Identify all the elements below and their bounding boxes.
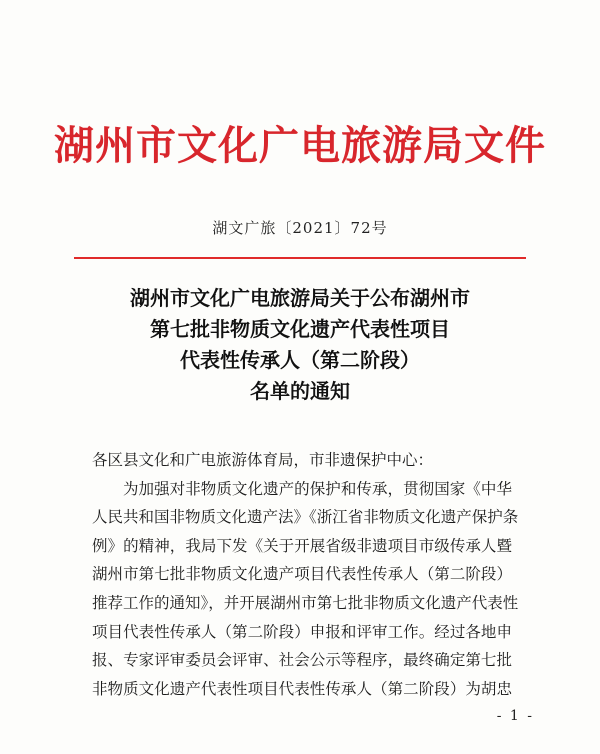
document-subject [0,283,600,407]
red-divider-line [74,257,526,259]
document-header-title: 湖州市文化广电旅游局文件 [54,122,546,169]
body-line: 推荐工作的通知》，并开展湖州市第七批非物质文化遗产代表性 [92,593,519,612]
subject-line: 湖州市文化广电旅游局关于公布湖州市 [130,286,470,310]
subject-line: 第七批非物质文化遗产代表性项目 [150,317,450,341]
document-number: 湖文广旅〔2021〕72号 [212,219,388,237]
subject-line: 名单的通知 [250,379,350,403]
body-line: 例》的精神，我局下发《关于开展省级非遗项目市级传承人暨 [92,536,512,555]
body-line: 项目代表性传承人（第二阶段）申报和评审工作。经过各地申 [92,622,512,641]
body-line: 人民共和国非物质文化遗产法》《浙江省非物质文化遗产保护条 [92,508,519,527]
body-line: 报、专家评审委员会评审、社会公示等程序，最终确定第七批 [92,651,512,670]
body-line: 非物质文化遗产代表性项目代表性传承人（第二阶段）为胡忠 [92,679,512,698]
salutation-line: 各区县文化和广电旅游体育局，市非遗保护中心： [92,451,434,469]
page-number: - 1 - [496,708,534,724]
subject-line: 代表性传承人（第二阶段） [180,348,420,372]
document-body [92,446,519,703]
body-line: 为加强对非物质文化遗产的保护和传承，贯彻国家《中华 [123,479,512,498]
body-line: 湖州市第七批非物质文化遗产项目代表性传承人（第二阶段） [92,565,512,584]
